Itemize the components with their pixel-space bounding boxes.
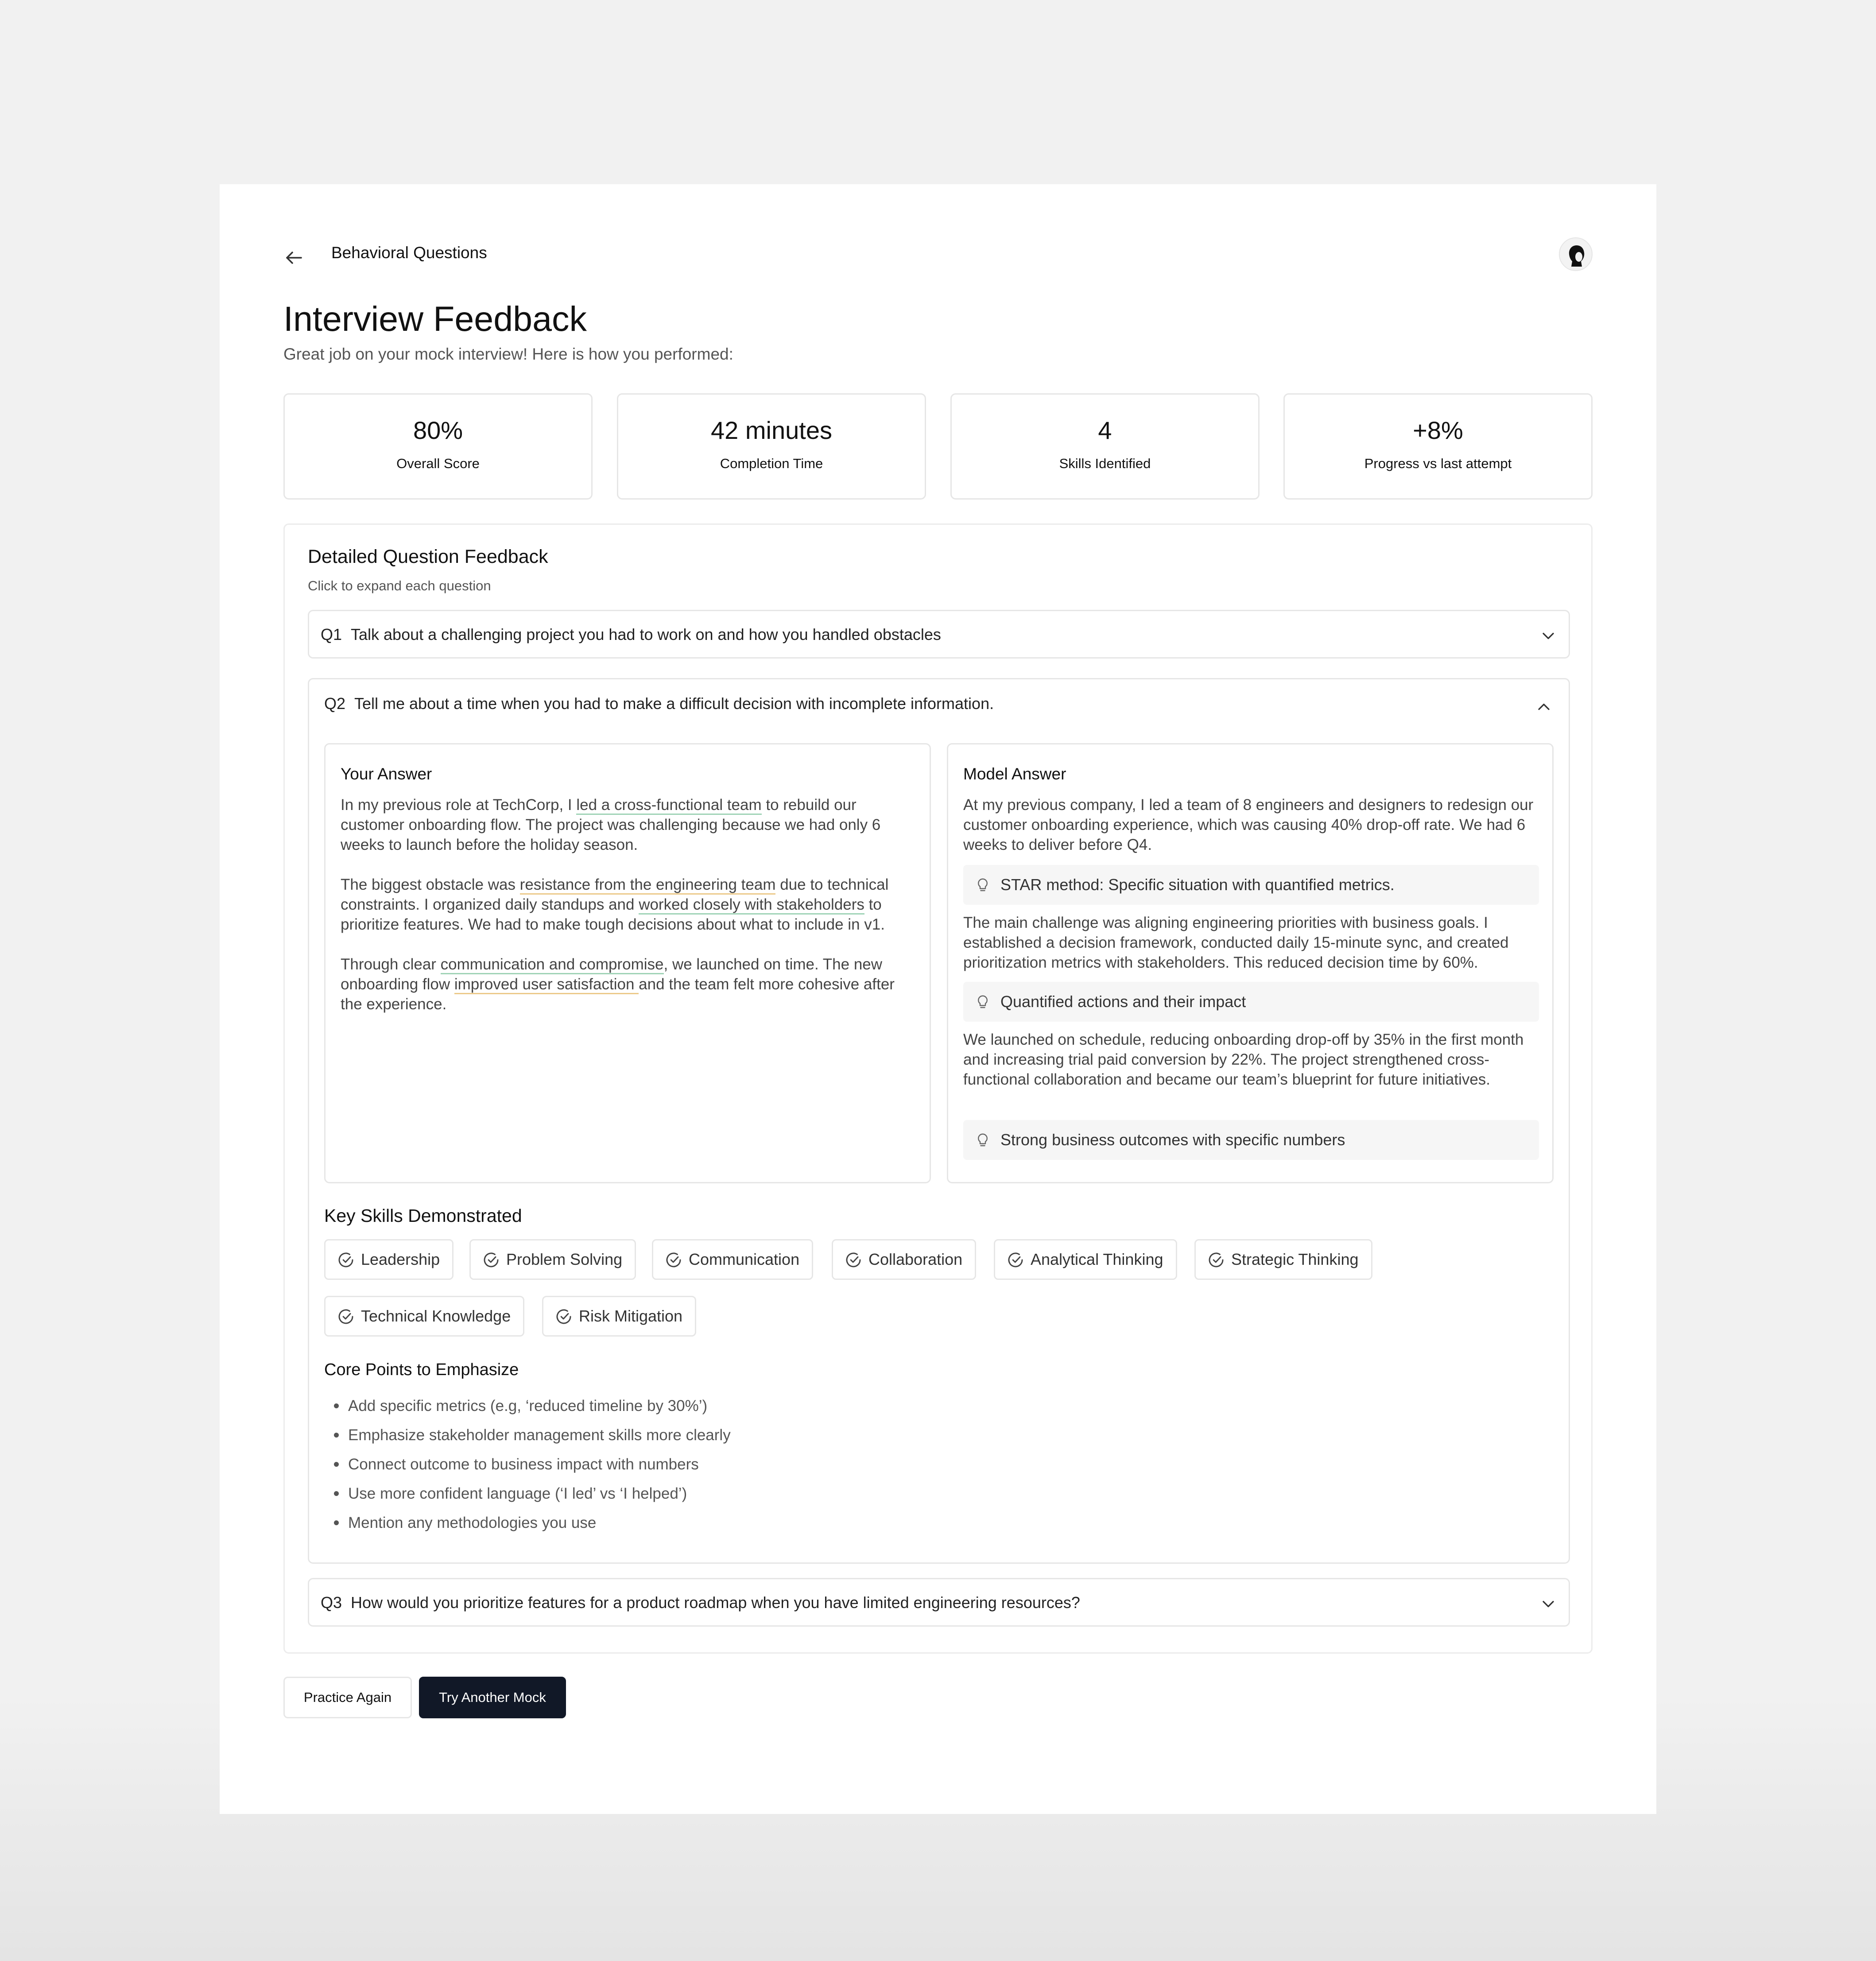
list-item xyxy=(324,1391,731,1421)
stat-value: 4 xyxy=(1098,416,1112,444)
answer-paragraph xyxy=(341,954,916,1014)
answer-text: The biggest obstacle was xyxy=(341,876,520,893)
core-point-text: Add specific metrics (e.g, ‘reduced timeline by 30%’) xyxy=(348,1397,708,1415)
check-circle-icon xyxy=(1207,1251,1225,1269)
lightbulb-icon xyxy=(975,876,991,894)
question-q2-expanded xyxy=(308,678,1570,1564)
answer-text: to prioritize features. We had to make tough decisions about what to include in v1. xyxy=(341,896,885,933)
highlight-phrase: worked closely with stakeholders xyxy=(639,896,864,915)
check-circle-icon xyxy=(555,1308,573,1325)
check-circle-icon xyxy=(845,1251,862,1269)
skill-chip xyxy=(324,1239,453,1280)
section-subtitle: Click to expand each question xyxy=(308,578,491,593)
highlight-phrase: improved user satisfaction xyxy=(454,976,639,994)
highlight-phrase: communication and compromise xyxy=(441,956,664,974)
skill-label: Technical Knowledge xyxy=(361,1307,511,1325)
lightbulb-icon xyxy=(975,1132,991,1149)
model-answer-hint xyxy=(963,865,1539,905)
skill-chip xyxy=(542,1296,696,1337)
skill-chip xyxy=(324,1296,524,1337)
list-item xyxy=(324,1421,731,1450)
top-bar xyxy=(283,236,1593,273)
stat-label: Skills Identified xyxy=(1059,456,1151,471)
answer-text: Through clear xyxy=(341,956,441,973)
core-point-text: Use more confident language (‘I led’ vs ‘I helped’) xyxy=(348,1485,687,1502)
skill-label: Leadership xyxy=(361,1250,440,1268)
page-subtitle: Great job on your mock interview! Here is how you performed: xyxy=(283,345,733,363)
highlight-phrase: resistance from the engineering team xyxy=(520,876,776,895)
answer-paragraph xyxy=(341,875,916,934)
model-answer-paragraph: The main challenge was aligning engineering priorities with business goals. I established a decision framework, conducted daily 15-minute sync, and created prioritization metrics with stakeholders. This reduced decision time by 60%. xyxy=(963,914,1509,971)
stat-value: +8% xyxy=(1413,416,1463,444)
avatar[interactable] xyxy=(1559,237,1593,271)
question-q3-collapsed[interactable] xyxy=(308,1578,1570,1627)
bullet xyxy=(334,1433,339,1438)
answer-text: to rebuild our customer onboarding flow. The project was challenging because we had only 6 weeks to launch before the holiday season. xyxy=(341,796,881,853)
skill-label: Collaboration xyxy=(868,1250,963,1268)
practice-again-button[interactable]: Practice Again xyxy=(283,1677,412,1718)
core-points-list xyxy=(324,1391,731,1538)
skill-label: Problem Solving xyxy=(506,1250,623,1268)
stat-card-progress xyxy=(1283,393,1593,500)
check-circle-icon xyxy=(337,1308,355,1325)
hint-text: Quantified actions and their impact xyxy=(1000,992,1246,1011)
chevron-up-icon xyxy=(1534,697,1554,717)
your-answer-title: Your Answer xyxy=(341,765,432,783)
question-feedback-panel xyxy=(283,523,1593,1654)
arrow-left-icon[interactable] xyxy=(283,247,305,268)
answer-paragraph xyxy=(341,795,916,855)
stat-card-overall-score xyxy=(283,393,593,500)
model-answer-paragraph: We launched on schedule, reducing onboarding drop-off by 35% in the first month and increasing trial paid conversion by 22%. The project strengthened cross-functional collaboration and became our team’s blueprint for future initiatives. xyxy=(963,1031,1524,1088)
highlight-phrase: led a cross-functional team xyxy=(576,796,761,815)
skill-label: Risk Mitigation xyxy=(579,1307,683,1325)
answer-text: due to technical constraints. I organized daily standups and xyxy=(341,876,889,913)
model-answer-paragraph: At my previous company, I led a team of 8 engineers and designers to redesign our customer onboarding experience, which was causing 40% drop-off rate. We had 6 weeks to deliver before Q4. xyxy=(963,796,1534,853)
bullet xyxy=(334,1491,339,1496)
stat-card-skills-identified xyxy=(950,393,1260,500)
bullet xyxy=(334,1520,339,1525)
stat-label: Completion Time xyxy=(720,456,823,471)
core-point-text: Connect outcome to business impact with numbers xyxy=(348,1456,699,1473)
try-another-mock-button[interactable]: Try Another Mock xyxy=(419,1677,566,1718)
skill-chip xyxy=(994,1239,1177,1280)
question-number: Q2 xyxy=(324,694,346,713)
core-points-title: Core Points to Emphasize xyxy=(324,1360,519,1379)
stat-label: Progress vs last attempt xyxy=(1364,456,1512,471)
page-title: Interview Feedback xyxy=(283,299,587,338)
lightbulb-icon xyxy=(975,993,991,1011)
question-text: Tell me about a time when you had to make a difficult decision with incomplete information. xyxy=(354,694,994,713)
skill-chip xyxy=(469,1239,636,1280)
hint-text: STAR method: Specific situation with quantified metrics. xyxy=(1000,876,1395,894)
question-number: Q1 xyxy=(321,625,342,643)
question-number: Q3 xyxy=(321,1593,342,1612)
section-title: Detailed Question Feedback xyxy=(308,546,548,567)
your-answer-box xyxy=(324,743,931,1183)
chevron-down-icon xyxy=(1539,1594,1558,1614)
bullet xyxy=(334,1403,339,1408)
check-circle-icon xyxy=(665,1251,682,1269)
model-answer-title: Model Answer xyxy=(963,765,1066,783)
question-q2-header[interactable] xyxy=(309,679,1569,732)
skill-label: Communication xyxy=(689,1250,800,1268)
model-answer-hint xyxy=(963,1120,1539,1160)
answer-text: , we launched on time. The new onboarding flow xyxy=(341,956,883,993)
skill-chip xyxy=(652,1239,813,1280)
skill-chip xyxy=(1194,1239,1372,1280)
feedback-card xyxy=(220,184,1656,1814)
skill-label: Strategic Thinking xyxy=(1231,1250,1359,1268)
check-circle-icon xyxy=(337,1251,355,1269)
key-skills-title: Key Skills Demonstrated xyxy=(324,1205,522,1226)
stat-card-completion-time xyxy=(617,393,926,500)
stat-value: 42 minutes xyxy=(711,416,832,444)
breadcrumb-back-link[interactable]: Behavioral Questions xyxy=(331,244,487,262)
question-q1-collapsed[interactable] xyxy=(308,610,1570,659)
core-point-text: Emphasize stakeholder management skills more clearly xyxy=(348,1426,731,1444)
core-point-text: Mention any methodologies you use xyxy=(348,1514,597,1531)
model-answer-hint xyxy=(963,982,1539,1022)
skill-chip xyxy=(832,1239,976,1280)
list-item xyxy=(324,1508,731,1538)
list-item xyxy=(324,1479,731,1508)
list-item xyxy=(324,1450,731,1479)
model-answer-box xyxy=(947,743,1554,1183)
stats-row xyxy=(283,393,1593,500)
skill-label: Analytical Thinking xyxy=(1031,1250,1163,1268)
hint-text: Strong business outcomes with specific numbers xyxy=(1000,1131,1345,1149)
answer-text: and the team felt more cohesive after the experience. xyxy=(341,976,895,1013)
check-circle-icon xyxy=(482,1251,500,1269)
bullet xyxy=(334,1462,339,1467)
question-text: Talk about a challenging project you had to work on and how you handled obstacles xyxy=(351,625,941,643)
answer-text: In my previous role at TechCorp, I xyxy=(341,796,577,814)
stat-label: Overall Score xyxy=(396,456,480,471)
question-text: How would you prioritize features for a product roadmap when you have limited engineering resources? xyxy=(351,1593,1080,1612)
chevron-down-icon xyxy=(1539,626,1558,646)
check-circle-icon xyxy=(1007,1251,1024,1269)
user-avatar-icon xyxy=(1560,238,1593,271)
stat-value: 80% xyxy=(413,416,463,444)
